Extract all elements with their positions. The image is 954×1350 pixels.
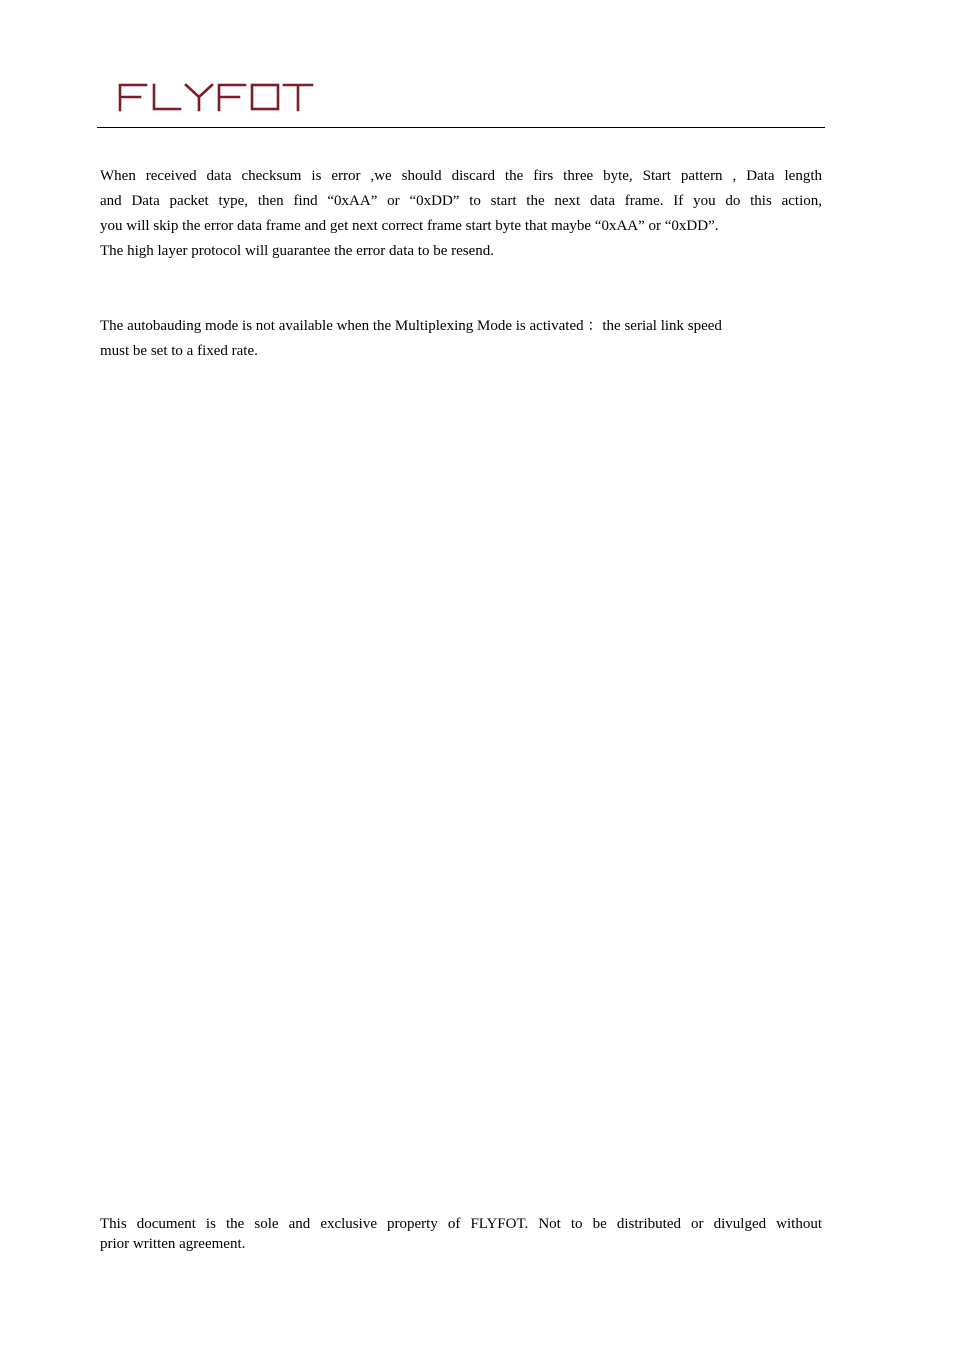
footer-line: prior written agreement. (100, 1236, 246, 1252)
paragraph-line: When received data checksum is error ,we should discard the firs three byte, Start pattern , Data length (100, 168, 822, 184)
paragraph-line: and Data packet type, then find “0xAA” or “0xDD” to start the next data frame. If you do this action, (100, 193, 822, 209)
footer-line: This document is the sole and exclusive property of FLYFOT. Not to be distributed or divulged without (100, 1216, 822, 1232)
flyfot-logo (118, 82, 314, 112)
paragraph-autobauding (100, 314, 822, 364)
paragraph-line: you will skip the error data frame and get next correct frame start byte that maybe “0xAA” or “0xDD”. (100, 218, 719, 234)
paragraph-checksum-error (100, 164, 822, 264)
header-divider (97, 127, 825, 128)
page-header (0, 0, 954, 130)
paragraph-line: The autobauding mode is not available when the Multiplexing Mode is activated ：the serial link speed (100, 318, 722, 334)
paragraph-line: must be set to a fixed rate. (100, 343, 258, 359)
page-footer (100, 1214, 822, 1254)
paragraph-line: The high layer protocol will guarantee the error data to be resend. (100, 243, 495, 259)
